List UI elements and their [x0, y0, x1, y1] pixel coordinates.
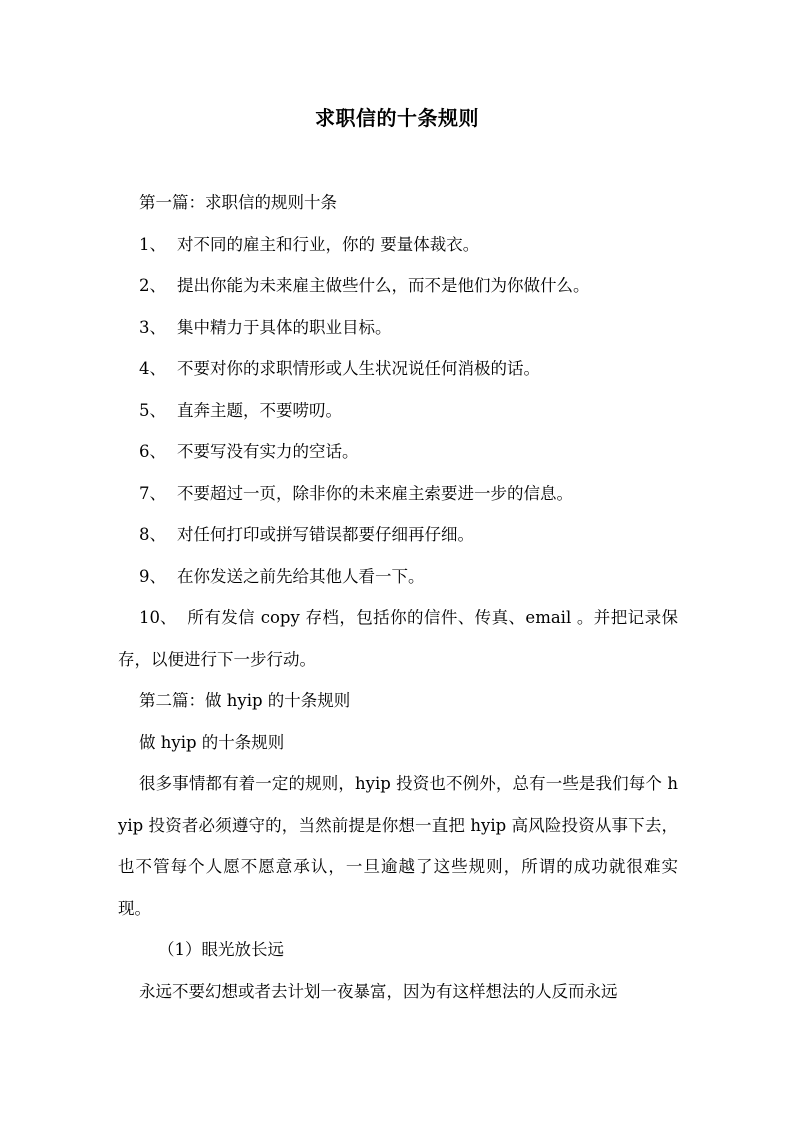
rule-item-2 [118, 265, 678, 307]
rule-text: 不要对你的求职情形或人生状况说任何消极的话。 [177, 359, 540, 378]
rule-text: 对不同的雇主和行业，你的 要量体裁衣。 [177, 234, 480, 254]
rule-number: 3、 [139, 317, 166, 337]
rule-number: 9、 [139, 566, 166, 586]
rule-item-5 [118, 390, 678, 432]
rule-item-1 [118, 224, 678, 266]
paragraph-point1: 永远不要幻想或者去计划一夜暴富，因为有这样想法的人反而永远 [139, 981, 618, 1001]
rule-number: 4、 [139, 359, 166, 378]
rule-text: 集中精力于具体的职业目标。 [177, 317, 392, 337]
paragraph-intro: 很多事情都有着一定的规则，hyip 投资也不例外，总有一些是我们每个 hyip 投资者必须遵守的，当然前提是你想一直把 hyip 高风险投资从事下去，也不管每个人愿不愿意承认，一旦逾越了这些规则，所谓的成功就很难实现。 [118, 774, 678, 918]
rule-item-9 [118, 556, 678, 598]
rule-text: 在你发送之前先给其他人看一下。 [177, 566, 425, 586]
point1-heading: （1）眼光放长远 [158, 940, 284, 959]
rule-item-10 [118, 597, 678, 680]
rule-number: 8、 [139, 525, 166, 544]
rule-item-8 [118, 514, 678, 556]
rule-number: 2、 [139, 276, 166, 295]
rule-number: 5、 [139, 400, 166, 420]
rule-text: 提出你能为未来雇主做些什么，而不是他们为你做什么。 [177, 276, 590, 295]
section1-heading: 第一篇：求职信的规则十条 [139, 193, 337, 212]
rule-item-4 [118, 348, 678, 390]
document-body [118, 182, 678, 1012]
rule-text: 所有发信 copy 存档，包括你的信件、传真、email 。并把记录保存，以便进行下一步行动。 [118, 608, 678, 669]
document-title: 求职信的十条规则 [315, 106, 479, 130]
rule-item-3 [118, 307, 678, 349]
rule-number: 10、 [139, 608, 177, 627]
rule-text: 不要超过一页，除非你的未来雇主索要进一步的信息。 [177, 483, 573, 503]
rule-text: 对任何打印或拼写错误都要仔细再仔细。 [177, 525, 474, 544]
rule-number: 7、 [139, 483, 166, 503]
rule-text: 直奔主题，不要唠叨。 [177, 400, 342, 420]
rule-text: 不要写没有实力的空话。 [177, 442, 359, 461]
rule-item-7 [118, 473, 678, 515]
rule-number: 1、 [139, 234, 166, 254]
rule-item-6 [118, 431, 678, 473]
section2-heading: 第二篇：做 hyip 的十条规则 [139, 691, 351, 710]
rule-number: 6、 [139, 442, 166, 461]
section2-subheading: 做 hyip 的十条规则 [139, 732, 285, 752]
